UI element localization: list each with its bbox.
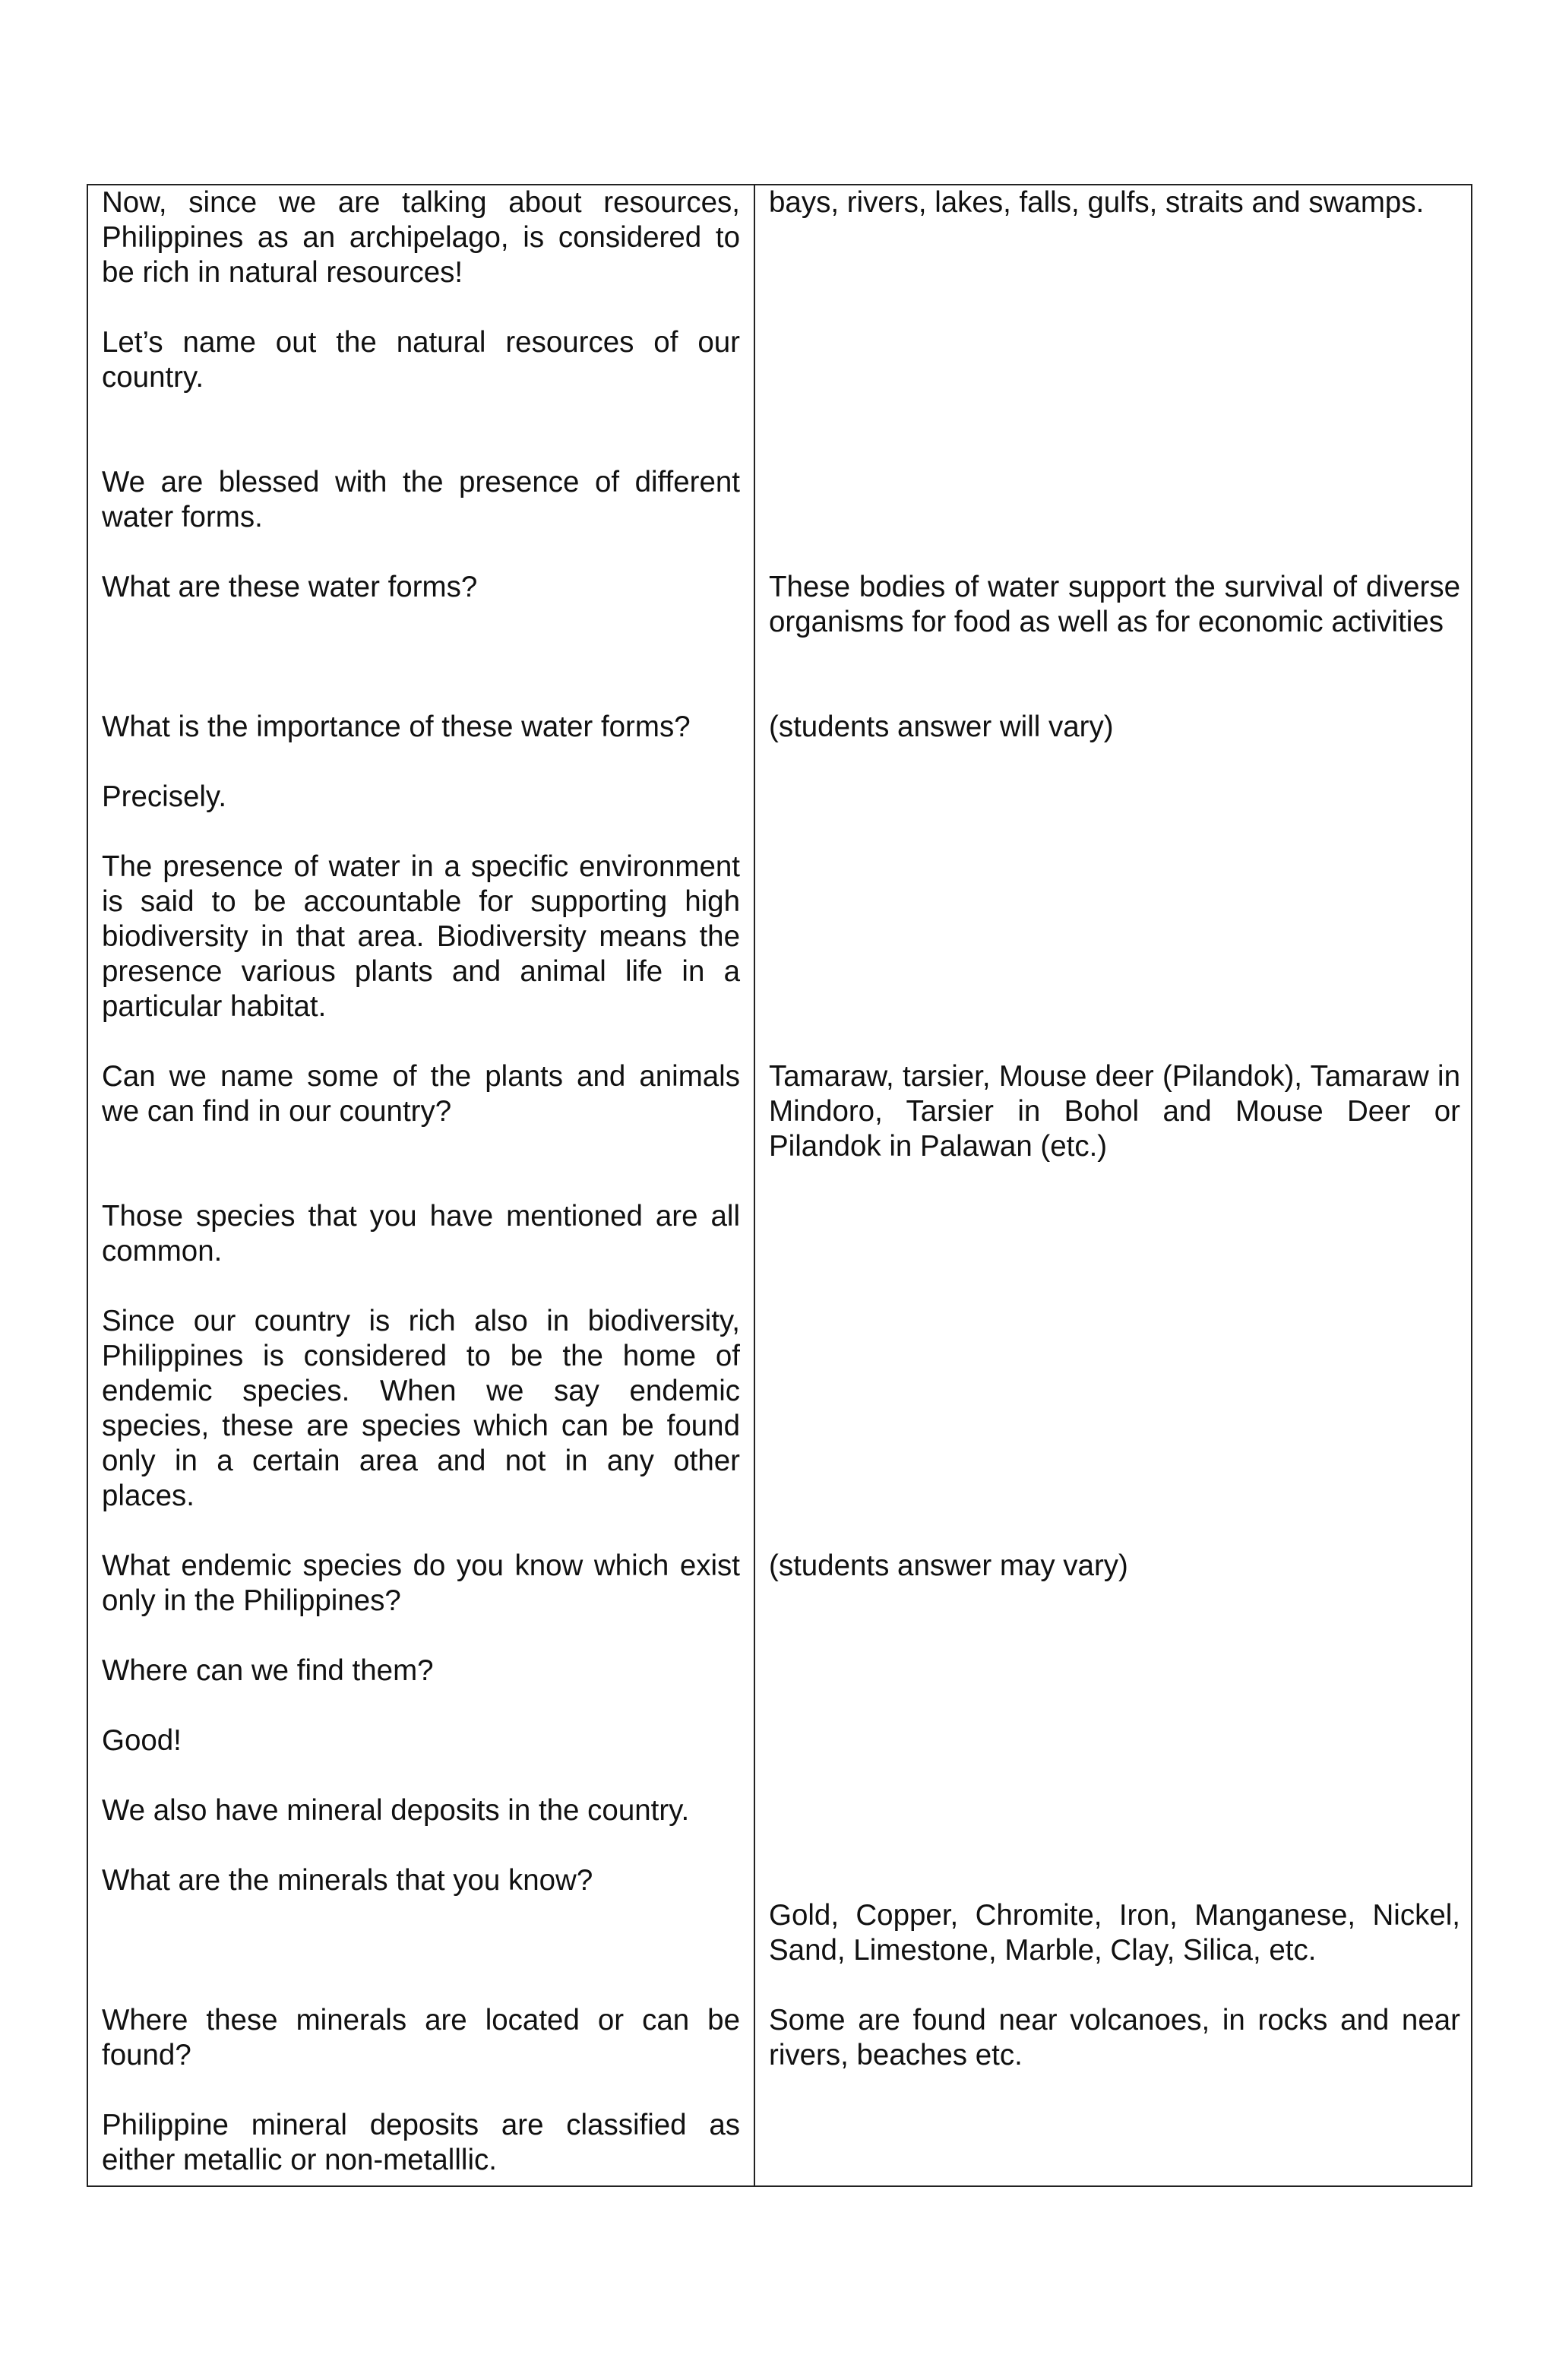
- student-column: [769, 185, 1460, 2185]
- teacher-paragraph: The presence of water in a specific environment is said to be accountable for supporting high biodiversity in that area. Biodiversity means the presence various plants and animal life in a particular habitat.: [102, 850, 740, 1023]
- teacher-paragraph: What are the minerals that you know?: [102, 1864, 593, 1897]
- student-paragraph: Some are found near volcanoes, in rocks and near rivers, beaches etc.: [769, 2004, 1460, 2071]
- teacher-paragraph: Where these minerals are located or can be found?: [102, 2004, 740, 2071]
- teacher-paragraph: Since our country is rich also in biodiversity, Philippines is considered to be the home of endemic species. When we say endemic species, these are species which can be found only in a certain area and not in any other places.: [102, 1305, 740, 1512]
- teacher-column: [102, 185, 740, 2185]
- student-paragraph: Gold, Copper, Chromite, Iron, Manganese, Nickel, Sand, Limestone, Marble, Clay, Silica, etc.: [769, 1899, 1460, 1967]
- teacher-paragraph: What endemic species do you know which exist only in the Philippines?: [102, 1549, 740, 1617]
- teacher-paragraph: We also have mineral deposits in the country.: [102, 1794, 690, 1827]
- teacher-paragraph: We are blessed with the presence of different water forms.: [102, 466, 740, 533]
- student-paragraph: Tamaraw, tarsier, Mouse deer (Pilandok), Tamaraw in Mindoro, Tarsier in Bohol and Mouse Deer or Pilandok in Palawan (etc.): [769, 1060, 1460, 1163]
- column-divider: [754, 185, 755, 2185]
- teacher-paragraph: What is the importance of these water forms?: [102, 711, 691, 743]
- teacher-paragraph: Those species that you have mentioned are all common.: [102, 1200, 740, 1268]
- lesson-table: [87, 184, 1472, 2187]
- student-paragraph: These bodies of water support the survival of diverse organisms for food as well as for economic activities: [769, 571, 1460, 638]
- teacher-paragraph: Now, since we are talking about resources, Philippines as an archipelago, is considered to be rich in natural resources!: [102, 186, 740, 289]
- student-paragraph: (students answer will vary): [769, 711, 1114, 743]
- teacher-paragraph: Let’s name out the natural resources of our country.: [102, 326, 740, 394]
- teacher-paragraph: Philippine mineral deposits are classified as either metallic or non-metalllic.: [102, 2109, 740, 2176]
- teacher-paragraph: Precisely.: [102, 780, 227, 813]
- teacher-paragraph: Good!: [102, 1724, 182, 1757]
- teacher-paragraph: Can we name some of the plants and animals we can find in our country?: [102, 1060, 740, 1128]
- student-paragraph: (students answer may vary): [769, 1549, 1128, 1582]
- teacher-paragraph: What are these water forms?: [102, 571, 478, 603]
- teacher-paragraph: Where can we find them?: [102, 1654, 434, 1687]
- student-paragraph: bays, rivers, lakes, falls, gulfs, straits and swamps.: [769, 186, 1425, 219]
